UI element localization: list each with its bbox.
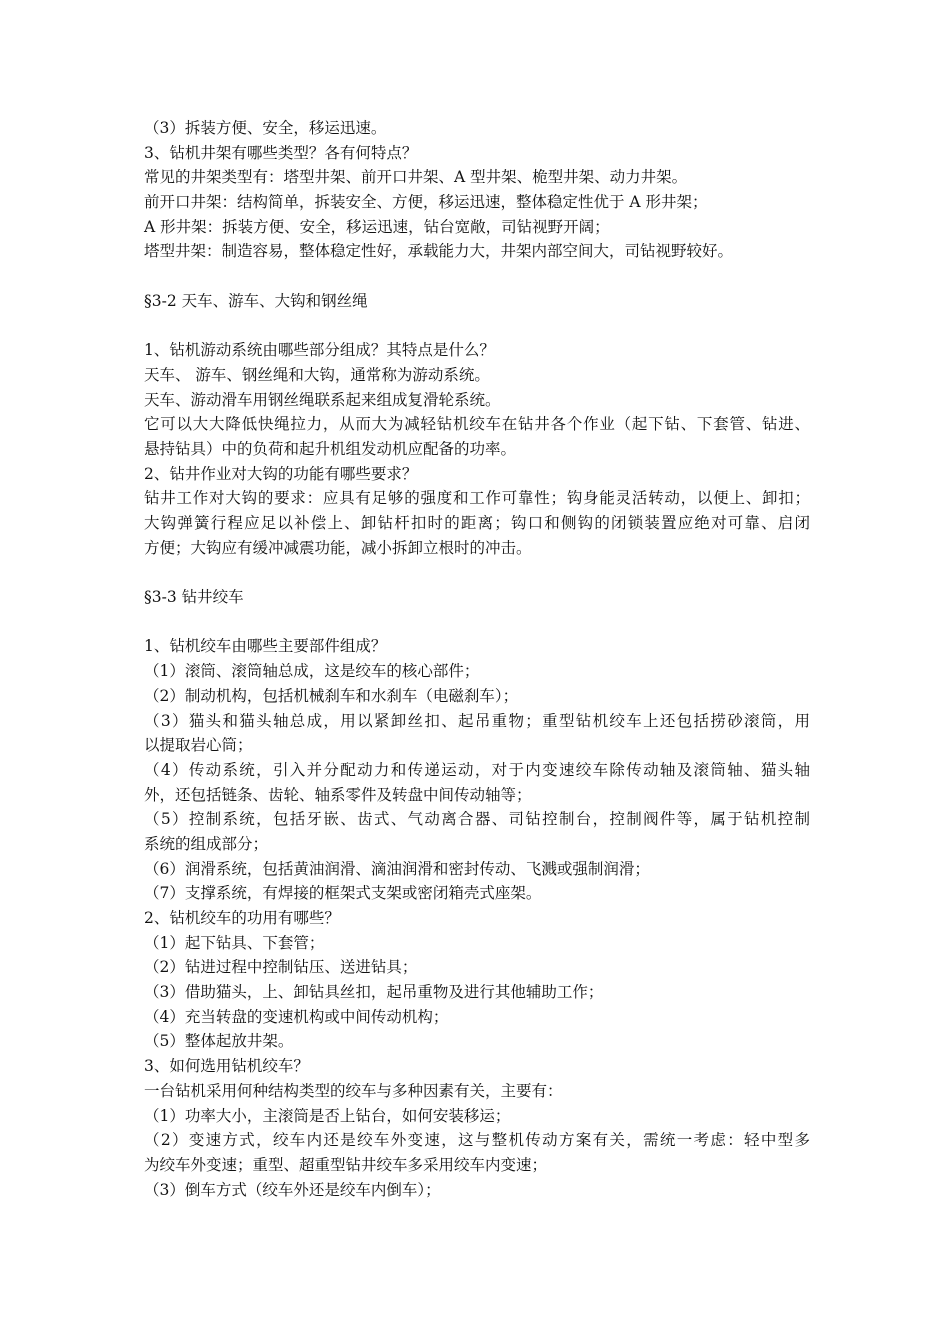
list-item: （2）钻进过程中控制钻压、送进钻具； [144,958,418,977]
list-item: （7）支撑系统，有焊接的框架式支架或密闭箱壳式座架。 [144,884,542,903]
list-item: （3）猫头和猫头轴总成，用以紧卸丝扣、起吊重物；重型钻机绞车上还包括捞砂滚筒，用 [144,711,810,730]
question-heading: 1、钻机绞车由哪些主要部件组成？ [144,637,387,656]
text-line: 钻井工作对大钩的要求：应具有足够的强度和工作可靠性；钩身能灵活转动，以便上、卸扣； [144,489,810,508]
document-page [144,116,810,1202]
text-line: 悬持钻具）中的负荷和起升机组发动机应配备的功率。 [144,439,517,458]
list-item: （5）控制系统，包括牙嵌、齿式、气动离合器、司钻控制台，控制阀件等，属于钻机控制 [144,810,810,829]
list-item-continuation: 外，还包括链条、齿轮、轴系零件及转盘中间传动轴等； [144,785,532,804]
text-line: 天车、游动滑车用钢丝绳联系起来组成复滑轮系统。 [144,390,501,409]
list-item: （3）倒车方式（绞车外还是绞车内倒车）； [144,1180,441,1199]
list-item: （1）滚筒、滚筒轴总成，这是绞车的核心部件； [144,662,480,681]
list-item: （1）起下钻具、下套管； [144,933,325,952]
text-line: A 形井架：拆装方便、安全，移运迅速，钻台宽敞，司钻视野开阔； [144,217,610,236]
list-item: （2）变速方式，绞车内还是绞车外变速，这与整机传动方案有关，需统一考虑：轻中型多 [144,1131,810,1150]
list-item: （6）润滑系统，包括黄油润滑、滴油润滑和密封传动、飞溅或强制润滑； [144,859,650,878]
text-line: 方便；大钩应有缓冲减震功能，减小拆卸立根时的冲击。 [144,538,532,557]
list-item-continuation: 系统的组成部分； [144,834,269,853]
text-line: 常见的井架类型有：塔型井架、前开口井架、A 型井架、桅型井架、动力井架。 [144,168,688,187]
blank-line [144,264,810,289]
question-heading: 2、钻机绞车的功用有哪些？ [144,909,340,927]
blank-line [144,560,810,585]
list-item: （4）传动系统，引入并分配动力和传递运动，对于内变速绞车除传动轴及滚筒轴、猫头轴 [144,760,810,779]
list-item-continuation: 以提取岩心筒； [144,736,253,755]
text-line: 大钩弹簧行程应足以补偿上、卸钻杆扣时的距离；钩口和侧钩的闭锁装置应绝对可靠、启闭 [144,514,810,532]
section-heading: §3-3 钻井绞车 [144,588,244,607]
text-line: 塔型井架：制造容易，整体稳定性好，承载能力大，井架内部空间大，司钻视野较好。 [144,242,734,261]
list-item: （3）借助猫头，上、卸钻具丝扣，起吊重物及进行其他辅助工作； [144,983,604,1002]
list-item: （4）充当转盘的变速机构或中间传动机构； [144,1007,449,1026]
question-heading: 3、钻机井架有哪些类型？各有何特点？ [144,143,418,162]
text-line: 它可以大大降低快绳拉力，从而大为减轻钻机绞车在钻井各个作业（起下钻、下套管、钻进、 [144,415,810,434]
text-line: 前开口井架：结构简单，拆装安全、方便，移运迅速，整体稳定性优于 A 形井架； [144,193,708,212]
text-line: 天车、 游车、钢丝绳和大钩，通常称为游动系统。 [144,365,490,384]
list-item: （2）制动机构，包括机械刹车和水刹车（电磁刹车）； [144,686,519,705]
list-item: （5）整体起放井架。 [144,1032,294,1051]
list-item: （1）功率大小，主滚筒是否上钻台，如何安装移运； [144,1106,511,1125]
question-heading: 3、如何选用钻机绞车？ [144,1057,309,1076]
blank-line [144,314,810,339]
question-heading: 1、钻机游动系统由哪些部分组成？其特点是什么？ [144,341,495,360]
list-item-continuation: 为绞车外变速；重型、超重型钻井绞车多采用绞车内变速； [144,1155,548,1174]
blank-line [144,610,810,635]
text-line: 一台钻机采用何种结构类型的绞车与多种因素有关，主要有： [144,1081,563,1100]
text-line: （3）拆装方便、安全，移运迅速。 [144,119,387,137]
question-heading: 2、钻井作业对大钩的功能有哪些要求？ [144,464,418,483]
section-heading: §3-2 天车、游车、大钩和钢丝绳 [144,291,368,310]
